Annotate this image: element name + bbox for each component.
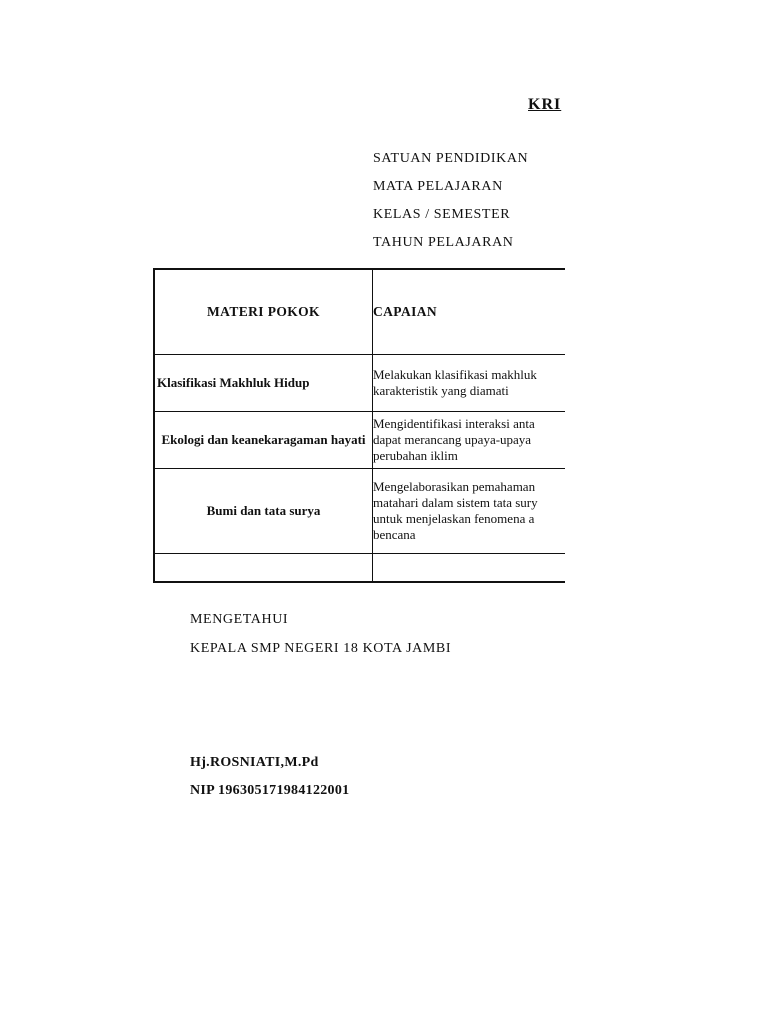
capaian-cell [373,469,566,554]
materi-cell: Bumi dan tata surya [154,469,373,554]
table-row [154,355,565,412]
header-materi-pokok: MATERI POKOK [154,269,373,355]
table-row-empty [154,554,565,583]
meta-label-satuan-pendidikan: SATUAN PENDIDIKAN [373,151,529,166]
meta-label-kelas-semester: KELAS / SEMESTER [373,207,511,222]
signature-mengetahui: MENGETAHUI [190,612,289,627]
table-row [154,412,565,469]
document-title: KRI [528,96,562,113]
capaian-line: Melakukan klasifikasi makhluk [373,367,537,382]
capaian-line: bencana [373,527,416,542]
capaian-line: perubahan iklim [373,448,458,463]
meta-label-mata-pelajaran: MATA PELAJARAN [373,179,503,194]
capaian-cell [373,554,566,583]
capaian-line: Mengelaborasikan pemahaman [373,479,536,494]
table-row [154,469,565,554]
materi-cell [154,554,373,583]
signature-name: Hj.ROSNIATI,M.Pd [190,755,319,770]
header-capaian: CAPAIAN [373,269,566,355]
materi-cell: Ekologi dan keanekaragaman hayati [154,412,373,469]
capaian-line: matahari dalam sistem tata sury [373,495,538,510]
capaian-line: Mengidentifikasi interaksi anta [373,416,535,431]
signature-position: KEPALA SMP NEGERI 18 KOTA JAMBI [190,641,452,656]
capaian-line: karakteristik yang diamati [373,383,509,398]
capaian-cell [373,412,566,469]
capaian-cell [373,355,566,412]
materi-cell: Klasifikasi Makhluk Hidup [154,355,373,412]
capaian-line: dapat merancang upaya-upaya [373,432,532,447]
meta-label-tahun-pelajaran: TAHUN PELAJARAN [373,235,514,250]
signature-nip: NIP 196305171984122001 [190,783,350,798]
capaian-table [153,268,565,583]
capaian-line: untuk menjelaskan fenomena a [373,511,535,526]
table-header-row [154,269,565,355]
